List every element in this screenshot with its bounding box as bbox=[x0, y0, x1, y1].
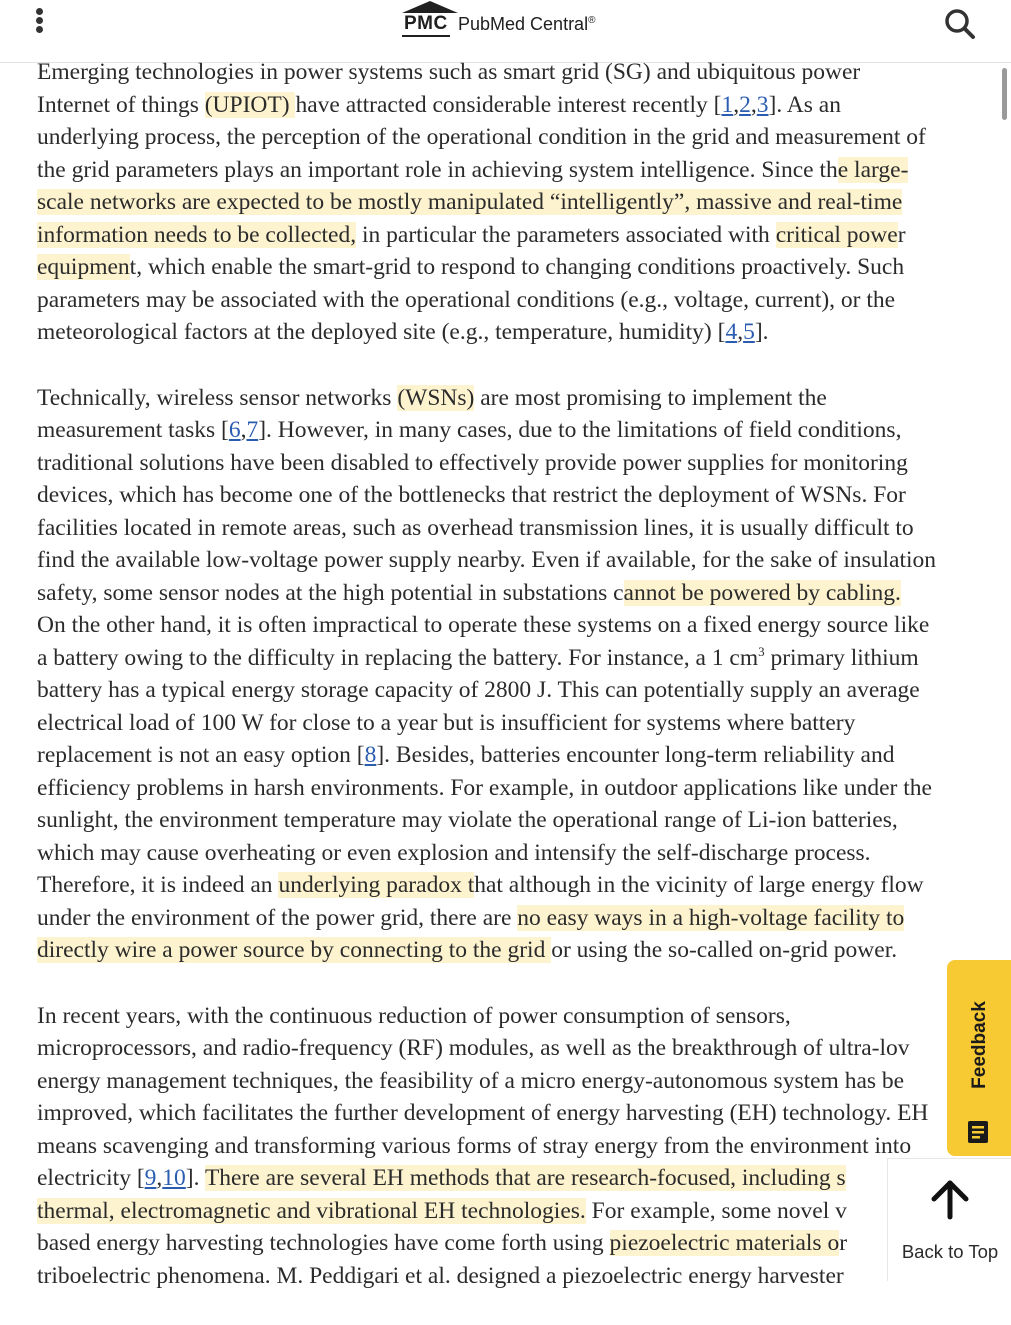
search-icon[interactable] bbox=[943, 7, 977, 41]
paragraph-1 bbox=[37, 56, 987, 349]
text-line: Internet of things (UPIOT) have attracted considerable interest recently [1,2,3]. As an bbox=[37, 91, 841, 118]
text-line: sunlight, the environment temperature may violate the operational range of Li-ion batteries, bbox=[37, 807, 898, 833]
text-line: safety, some sensor nodes at the high potential in substations cannot be powered by cabling. bbox=[37, 579, 901, 606]
text-line: measurement tasks [6,7]. However, in many cases, due to the limitations of field conditions, bbox=[37, 417, 902, 443]
text-line: triboelectric phenomena. M. Peddigari et al. designed a piezoelectric energy harvester bbox=[37, 1262, 844, 1289]
highlight: no easy ways in a high-voltage facility to bbox=[517, 904, 905, 931]
feedback-label: Feedback bbox=[969, 1001, 990, 1089]
text-line: meteorological factors at the deployed site (e.g., temperature, humidity) [4,5]. bbox=[37, 319, 769, 345]
citation-link[interactable]: 5 bbox=[743, 319, 755, 345]
feedback-icon bbox=[967, 1120, 989, 1144]
article-body bbox=[37, 56, 987, 1325]
scrollbar-thumb[interactable] bbox=[1002, 68, 1007, 120]
text-line: facilities located in remote areas, such as overhead transmission lines, it is usually difficult to bbox=[37, 514, 914, 541]
citation-link[interactable]: 3 bbox=[756, 91, 769, 118]
highlight: critical powe bbox=[775, 221, 898, 248]
text-line: which may cause overheating or even explosion and intensify the self-discharge process. bbox=[37, 839, 871, 866]
text-line: microprocessors, and radio-frequency (RF) modules, as well as the breakthrough of ultra-lov bbox=[37, 1035, 910, 1061]
text-line: Technically, wireless sensor networks (WSNs) are most promising to implement the bbox=[37, 384, 827, 411]
citation-link[interactable]: 4 bbox=[725, 319, 738, 345]
text-line: replacement is not an easy option [8]. Besides, batteries encounter long-term reliability and bbox=[37, 742, 895, 768]
arrow-up-icon bbox=[928, 1177, 972, 1221]
text-line: based energy harvesting technologies have come forth using piezoelectric materials or bbox=[37, 1230, 848, 1256]
text-line: traditional solutions have been disabled to effectively provide power supplies for monitoring bbox=[37, 449, 908, 476]
citation-link[interactable]: 8 bbox=[364, 742, 377, 768]
paragraph-3 bbox=[37, 1000, 987, 1293]
text-line: devices, which has become one of the bottlenecks that restrict the deployment of WSNs. For bbox=[37, 482, 906, 508]
pmc-logo[interactable] bbox=[402, 0, 632, 48]
highlight: scale networks are expected to be mostly manipulated “intelligently”, massive and real-time bbox=[37, 189, 903, 215]
highlight: underlying paradox t bbox=[278, 872, 475, 898]
text-line: electricity [9,10]. There are several EH methods that are research-focused, including s bbox=[37, 1165, 846, 1191]
text-line: Therefore, it is indeed an underlying paradox that although in the vicinity of large energy flow bbox=[37, 872, 924, 898]
text-line bbox=[37, 186, 987, 219]
text-line: means scavenging and transforming various forms of stray energy from the environment into bbox=[37, 1132, 912, 1159]
highlight: piezoelectric materials o bbox=[609, 1230, 840, 1256]
citation-link[interactable]: 7 bbox=[246, 417, 259, 443]
text-line: On the other hand, it is often impractical to operate these systems on a fixed energy source like bbox=[37, 612, 930, 638]
text-line: a battery owing to the difficulty in replacing the battery. For instance, a 1 $cm^3$ primary lithium bbox=[37, 643, 919, 671]
logo-roof-icon bbox=[402, 0, 458, 14]
highlight: equipmen bbox=[37, 254, 130, 280]
text-line: efficiency problems in harsh environments. For example, in outdoor applications like under the bbox=[37, 774, 932, 801]
citation-link[interactable]: 6 bbox=[228, 417, 241, 443]
feedback-button[interactable] bbox=[947, 960, 1011, 1156]
more-options-icon[interactable] bbox=[30, 8, 50, 34]
logo-title: PubMed Central® bbox=[458, 14, 596, 34]
text-line: parameters may be associated with the operational conditions (e.g., voltage, current), or the bbox=[37, 286, 896, 313]
highlight: annot be powered by cabling. bbox=[623, 579, 901, 606]
text-line: the grid parameters plays an important role in achieving system intelligence. Since the large- bbox=[37, 156, 909, 183]
text-line: electrical load of 100 W for close to a year but is insufficient for systems where battery bbox=[37, 709, 856, 736]
citation-link[interactable]: 10 bbox=[162, 1165, 186, 1191]
citation-link[interactable]: 9 bbox=[144, 1165, 157, 1191]
highlight: (UPIOT) bbox=[204, 91, 296, 118]
back-to-top-label: Back to Top bbox=[901, 1241, 999, 1262]
highlight: There are several EH methods that are research-focused, including s bbox=[204, 1165, 846, 1191]
logo-pmc-text: PMC bbox=[402, 13, 450, 37]
text-line: improved, which facilitates the further development of energy harvesting (EH) technology. EH bbox=[37, 1100, 929, 1126]
back-to-top-button[interactable] bbox=[887, 1158, 1011, 1281]
citation-link[interactable]: 1 bbox=[721, 91, 734, 118]
text-line: equipment, which enable the smart-grid to respond to changing conditions proactively. Such bbox=[37, 254, 905, 280]
text-line: energy management techniques, the feasibility of a micro energy-autonomous system has be bbox=[37, 1067, 905, 1094]
text-line: In recent years, with the continuous reduction of power consumption of sensors, bbox=[37, 1002, 791, 1029]
paragraph-2 bbox=[37, 382, 987, 967]
text-line: battery has a typical energy storage capacity of 2800 J. This can potentially supply an average bbox=[37, 677, 920, 703]
highlight: (WSNs) bbox=[397, 384, 475, 411]
highlight: e large- bbox=[837, 156, 909, 183]
text-line: information needs to be collected, in particular the parameters associated with critical power bbox=[37, 221, 906, 248]
text-line: thermal, electromagnetic and vibrational EH technologies. For example, some novel v bbox=[37, 1197, 847, 1224]
text-line: underlying process, the perception of the operational condition in the grid and measurement of bbox=[37, 124, 926, 150]
highlight: thermal, electromagnetic and vibrational EH technologies. bbox=[37, 1197, 586, 1224]
top-bar bbox=[0, 0, 1011, 63]
text-line: under the environment of the power grid, there are no easy ways in a high-voltage facility to bbox=[37, 904, 905, 931]
highlight: directly wire a power source by connecting to the grid bbox=[37, 937, 552, 963]
highlight: information needs to be collected, bbox=[37, 221, 357, 248]
text-line: directly wire a power source by connecting to the grid or using the so-called on-grid power. bbox=[37, 937, 898, 963]
citation-link[interactable]: 2 bbox=[739, 91, 751, 118]
text-line: Emerging technologies in power systems such as smart grid (SG) and ubiquitous power bbox=[37, 59, 861, 85]
text-line: find the available low-voltage power supply nearby. Even if available, for the sake of insulation bbox=[37, 547, 937, 573]
